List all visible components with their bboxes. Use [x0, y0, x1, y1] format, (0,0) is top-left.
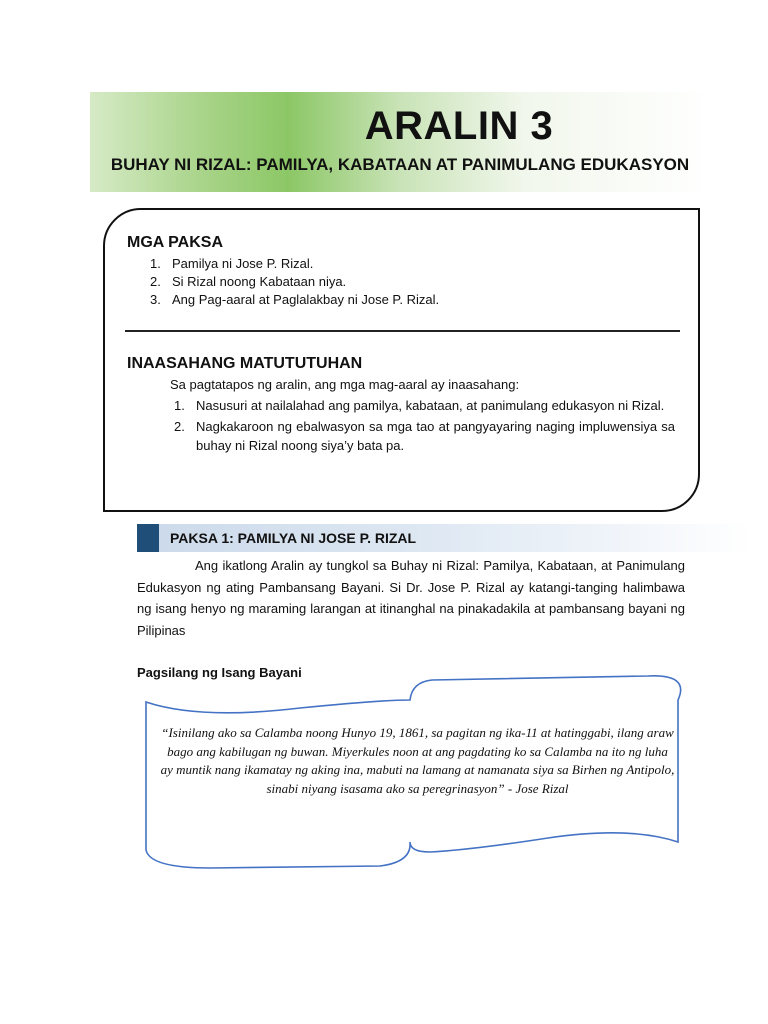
list-item: 1. Nasusuri at nailalahad ang pamilya, kabataan, at panimulang edukasyon ni Rizal. — [174, 398, 665, 413]
outcomes-intro: Sa pagtatapos ng aralin, ang mga mag-aaral ay inaasahang: — [170, 377, 520, 392]
rizal-quote: “Isinilang ako sa Calamba noong Hunyo 19, 1861, sa pagitan ng ika-11 at hatinggabi, ilang araw bago ang kabilugan ng buwan. Miyerkules noon at ang pagdating ko sa Calamba na ito ng luha ay muntik nang ikamatay ng aking ina, mabuti na lamang at namanata siya sa Birhen ng Antipolo, sinabi niyang isasama ako sa peregrinasyon” - Jose Rizal — [160, 725, 675, 796]
lesson-title: ARALIN 3 — [364, 104, 554, 148]
subheading: Pagsilang ng Isang Bayani — [137, 665, 302, 680]
list-item: 2. Nagkakaroon ng ebalwasyon sa mga tao at pangyayaring naging impluwensiya sa buhay ni Rizal noong siya’y bata pa. — [174, 419, 675, 453]
list-item: 3. Ang Pag-aaral at Paglalakbay ni Jose P. Rizal. — [150, 292, 440, 307]
lesson-subtitle: BUHAY NI RIZAL: PAMILYA, KABATAAN AT PANIMULANG EDUKASYON — [110, 155, 690, 174]
section-paragraph: Ang ikatlong Aralin ay tungkol sa Buhay ni Rizal: Pamilya, Kabataan, at Panimulang Edukasyon ng ating Pambansang Bayani. Si Dr. Jose P. Rizal ay katangi-tanging halimbawa ng isang henyo ng maraming larangan at itinanghal na pinakadakila at pambansang bayani ng Pilipinas — [137, 558, 685, 638]
topic-text: Si Rizal noong Kabataan niya. — [172, 274, 347, 289]
outcome-text: Nasusuri at nailalahad ang pamilya, kabataan, at panimulang edukasyon ni Rizal. — [196, 398, 665, 413]
section-title: PAKSA 1: PAMILYA NI JOSE P. RIZAL — [170, 530, 417, 546]
topic-text: Pamilya ni Jose P. Rizal. — [172, 256, 314, 271]
outcomes-heading: INAASAHANG MATUTUTUHAN — [127, 355, 363, 372]
topic-text: Ang Pag-aaral at Paglalakbay ni Jose P. Rizal. — [172, 292, 440, 307]
list-item: 2. Si Rizal noong Kabataan niya. — [150, 274, 347, 289]
outcome-text: Nagkakaroon ng ebalwasyon sa mga tao at pangyayaring naging impluwensiya sa buhay ni Rizal noong siya’y bata pa. — [196, 419, 675, 453]
list-item: 1. Pamilya ni Jose P. Rizal. — [150, 256, 314, 271]
topics-heading: MGA PAKSA — [127, 234, 223, 251]
